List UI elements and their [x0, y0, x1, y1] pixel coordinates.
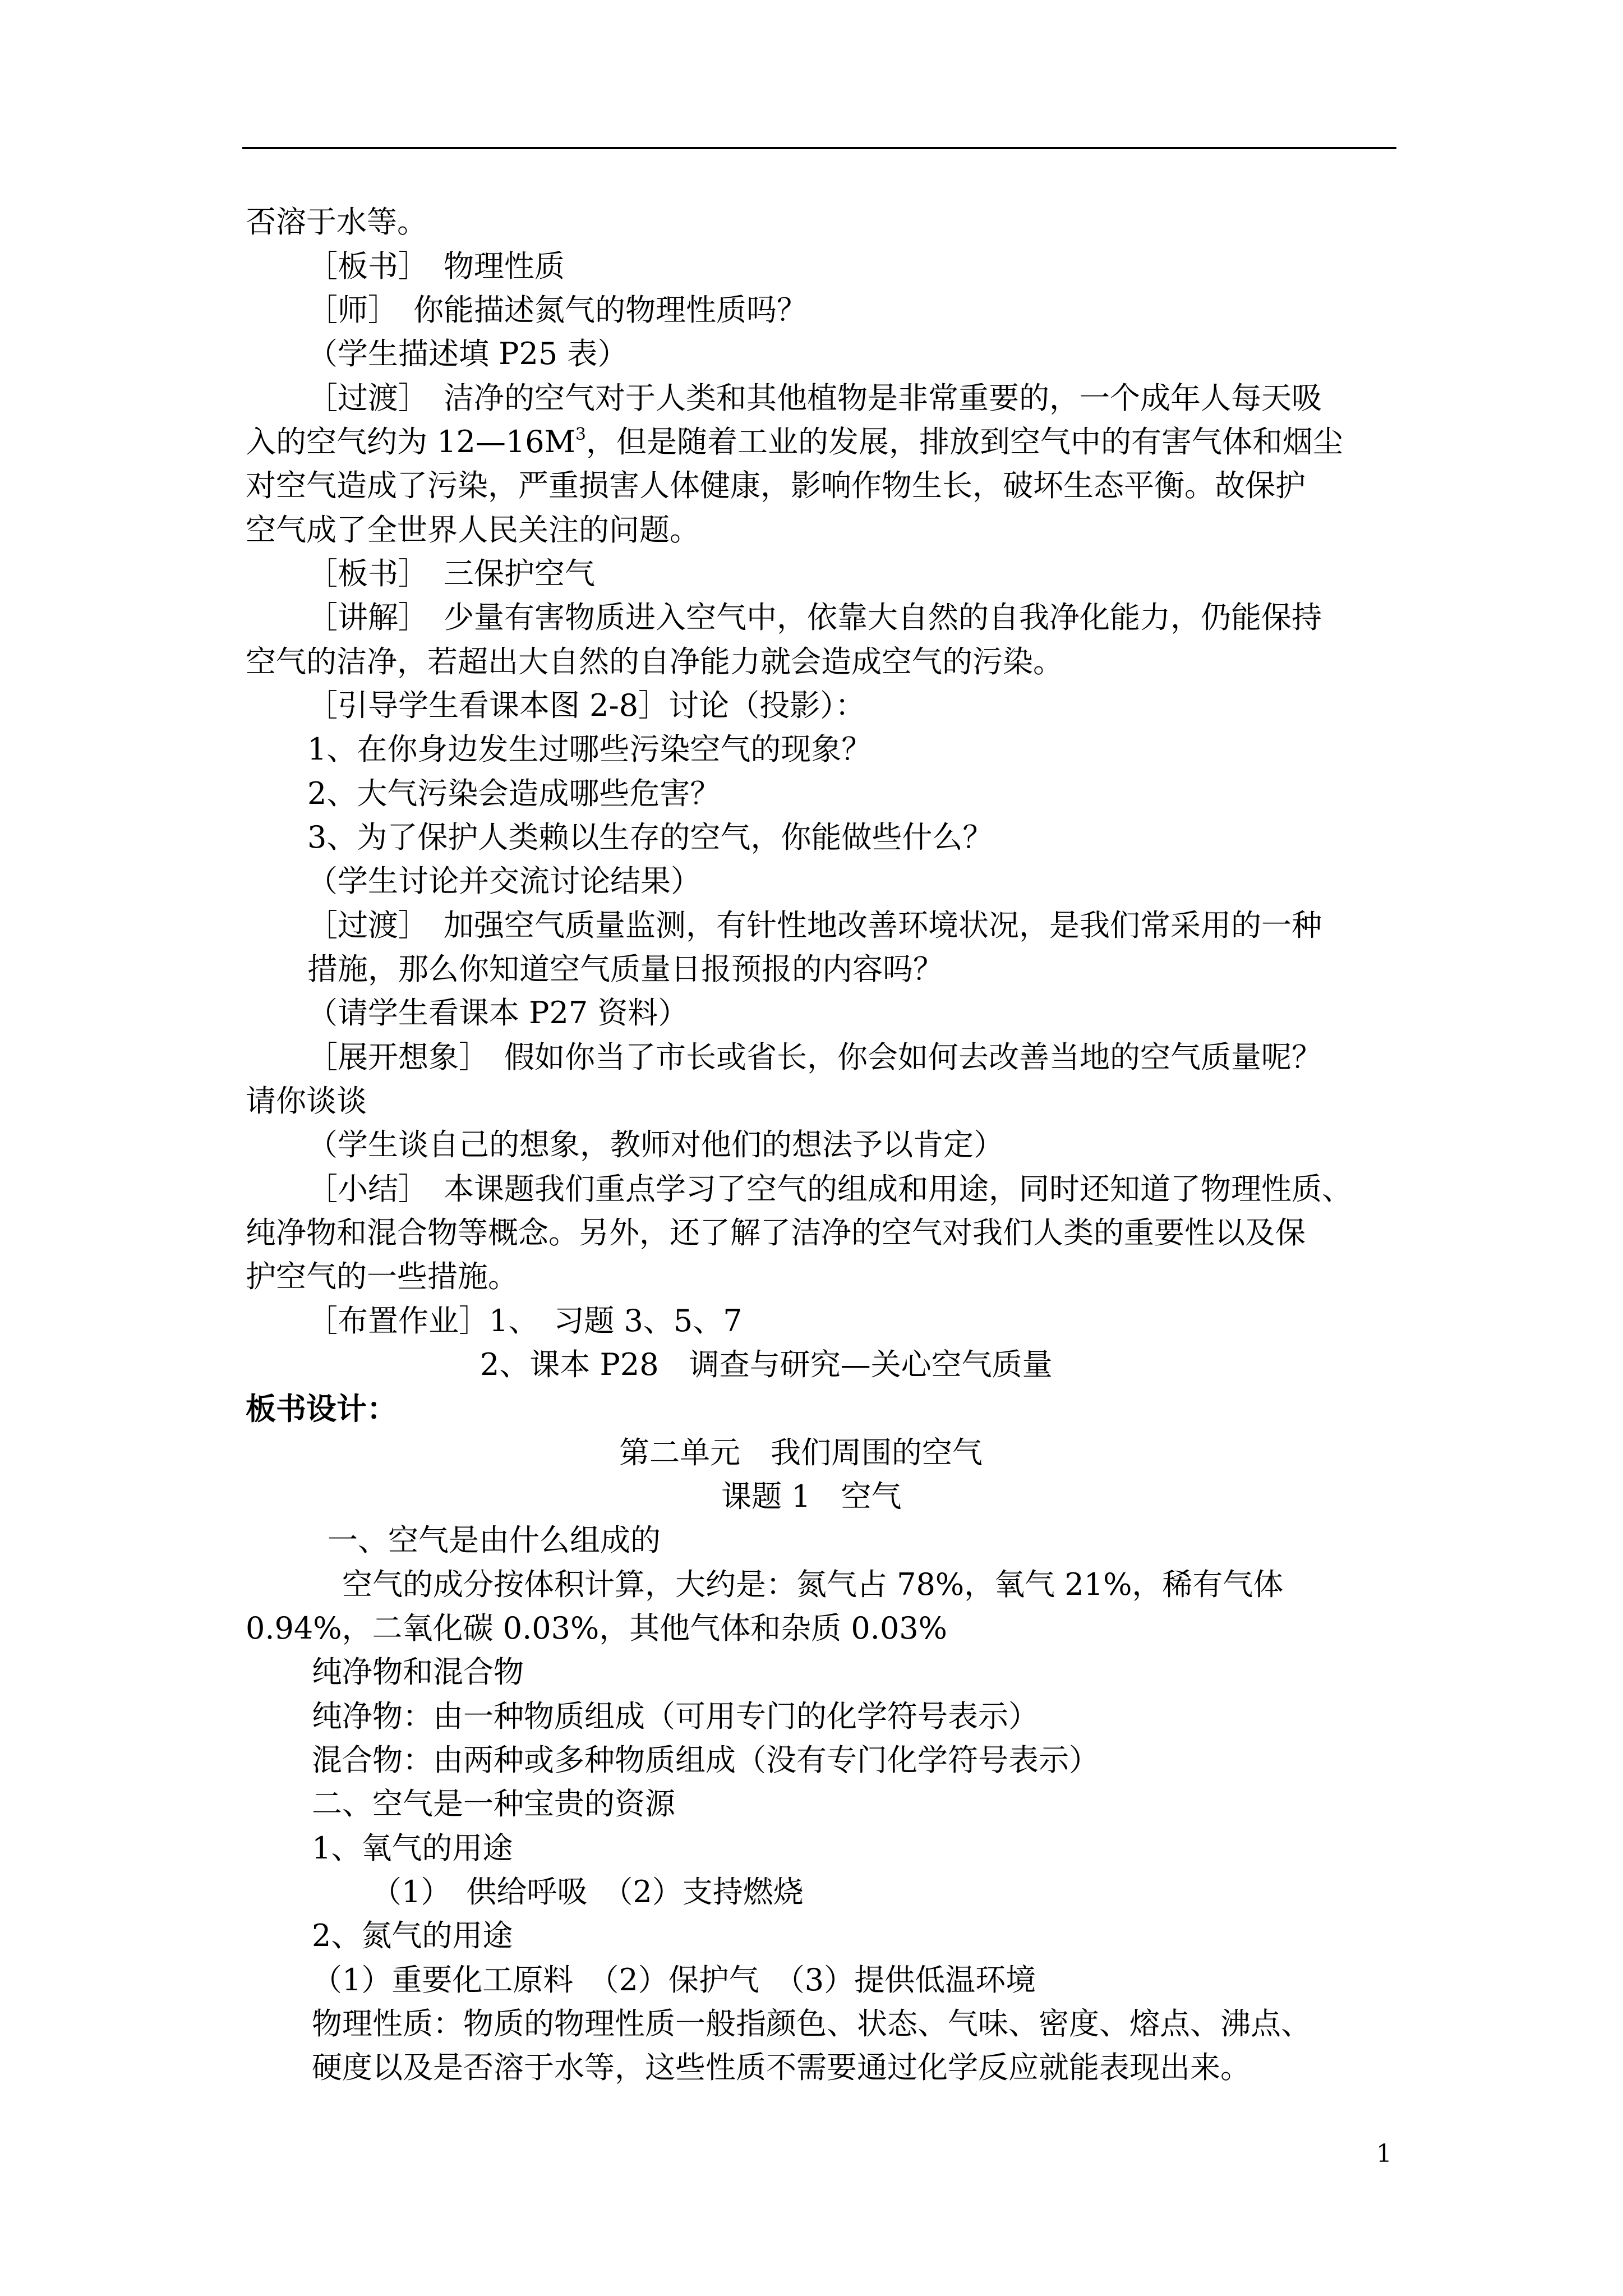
text-line: 空气的洁净，若超出大自然的自净能力就会造成空气的污染。	[246, 644, 1063, 679]
header-rule	[242, 147, 1396, 149]
text-line: 请你谈谈	[246, 1083, 367, 1119]
section-heading: 板书设计：	[246, 1391, 397, 1427]
text-line: 2、课本 P28 调查与研究—关心空气质量	[480, 1347, 1053, 1382]
text-line: 2、大气污染会造成哪些危害？	[307, 776, 721, 811]
superscript: 3	[575, 425, 586, 444]
unit-title: 第二单元 我们周围的空气	[619, 1435, 983, 1470]
text-line-with-superscript	[246, 420, 1343, 464]
text-line: 3、为了保护人类赖以生存的空气，你能做些什么？	[307, 820, 993, 855]
text-line: ［小结］ 本课题我们重点学习了空气的组成和用途，同时还知道了物理性质、	[307, 1171, 1352, 1207]
text-line: 纯净物和混合物	[312, 1654, 524, 1690]
text-line: ［展开想象］ 假如你当了市长或省长，你会如何去改善当地的空气质量呢？	[307, 1039, 1322, 1075]
text-line: 2、氮气的用途	[312, 1918, 513, 1953]
text-line: （学生描述填 P25 表）	[307, 336, 628, 371]
text-line: ［讲解］ 少量有害物质进入空气中，依靠大自然的自我净化能力，仍能保持	[307, 600, 1322, 635]
text-line: （1）重要化工原料 （2）保护气 （3）提供低温环境	[312, 1962, 1036, 1998]
text-line: ［引导学生看课本图 2-8］讨论（投影）：	[307, 688, 866, 723]
text-line: 纯净物：由一种物质组成（可用专门的化学符号表示）	[312, 1699, 1039, 1734]
text-line: 措施，那么你知道空气质量日报预报的内容吗？	[307, 951, 943, 987]
text-line: 对空气造成了污染，严重损害人体健康，影响作物生长，破坏生态平衡。故保护	[246, 468, 1306, 503]
text-line: 混合物：由两种或多种物质组成（没有专门化学符号表示）	[312, 1742, 1099, 1778]
page-number: 1	[1376, 2139, 1392, 2168]
text-segment: ，但是随着工业的发展，排放到空气中的有害气体和烟尘	[585, 424, 1343, 459]
text-line: 物理性质：物质的物理性质一般指颜色、状态、气味、密度、熔点、沸点、	[312, 2006, 1311, 2041]
text-line: 否溶于水等。	[246, 204, 427, 240]
text-line: （学生讨论并交流讨论结果）	[307, 863, 701, 899]
text-line: 1、氧气的用途	[312, 1830, 513, 1866]
text-line: （请学生看课本 P27 资料）	[307, 995, 689, 1030]
text-line: 空气的成分按体积计算，大约是：氮气占 78%，氧气 21%，稀有气体	[342, 1567, 1284, 1602]
text-line: （学生谈自己的想象，教师对他们的想法予以肯定）	[307, 1127, 1004, 1162]
text-line: 二、空气是一种宝贵的资源	[312, 1786, 675, 1821]
text-line: （1） 供给呼吸 （2）支持燃烧	[371, 1874, 804, 1910]
text-line: ［师］ 你能描述氮气的物理性质吗？	[307, 292, 807, 328]
text-segment: 入的空气约为 12—16M	[246, 424, 575, 459]
text-line: 0.94%，二氧化碳 0.03%，其他气体和杂质 0.03%	[246, 1611, 947, 1646]
text-line: ［布置作业］1、 习题 3、5、7	[307, 1303, 743, 1338]
text-line: 护空气的一些措施。	[246, 1259, 518, 1294]
text-line: 一、空气是由什么组成的	[328, 1522, 661, 1558]
text-line: ［过渡］ 加强空气质量监测，有针性地改善环境状况，是我们常采用的一种	[307, 908, 1322, 943]
text-line: ［板书］ 三保护空气	[307, 556, 595, 591]
text-line: 硬度以及是否溶于水等，这些性质不需要通过化学反应就能表现出来。	[312, 2050, 1251, 2085]
text-line: 空气成了全世界人民关注的问题。	[246, 512, 700, 547]
lesson-title: 课题 1 空气	[721, 1479, 902, 1514]
text-line: ［过渡］ 洁净的空气对于人类和其他植物是非常重要的，一个成年人每天吸	[307, 380, 1322, 416]
text-line: 1、在你身边发生过哪些污染空气的现象？	[307, 731, 872, 767]
text-line: ［板书］ 物理性质	[307, 249, 565, 284]
text-line: 纯净物和混合物等概念。另外，还了解了洁净的空气对我们人类的重要性以及保	[246, 1215, 1306, 1250]
